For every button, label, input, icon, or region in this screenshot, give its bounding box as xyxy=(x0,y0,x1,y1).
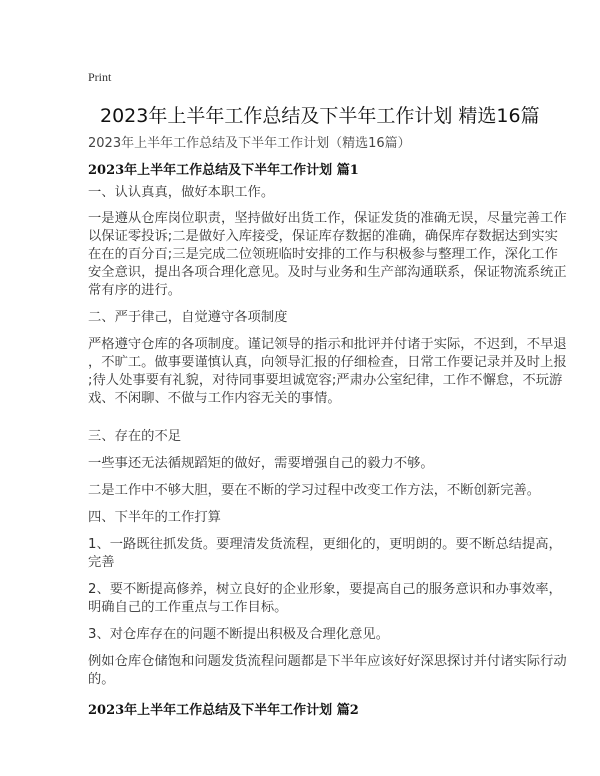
paragraph-line: 在在的百分百;三是完成二位领班临时安排的工作与积极参与整理工作，深化工作 xyxy=(88,247,558,262)
paragraph xyxy=(88,309,287,327)
paragraph-line: 安全意识，提出各项合理化意见。及时与业务和生产部沟通联系，保证物流系统正 xyxy=(88,265,567,280)
section-heading-2: 2023年上半年工作总结及下半年工作计划 篇2 xyxy=(88,703,359,718)
paragraph-line: 1、一路既往抓发货。要理清发货流程，更细化的，更明朗的。要不断总结提高， xyxy=(88,537,562,552)
paragraph-line: 二是工作中不够大胆，要在不断的学习过程中改变工作方法，不断创新完善。 xyxy=(88,483,541,498)
document-title: 2023年上半年工作总结及下半年工作计划 精选16篇 xyxy=(100,105,540,127)
paragraph-line: 一是遵从仓库岗位职责，坚持做好出货工作，保证发货的准确无误，尽量完善工作 xyxy=(88,211,567,226)
print-link[interactable]: Print xyxy=(88,70,112,84)
paragraph xyxy=(88,482,540,500)
paragraph xyxy=(88,536,562,572)
paragraph-line: ;待人处事要有礼貌，对待同事要坦诚宽容;严肃办公室纪律，工作不懈怠，不玩游 xyxy=(88,373,563,388)
section-heading-1: 2023年上半年工作总结及下半年工作计划 篇1 xyxy=(88,163,359,178)
paragraph-line: ，不旷工。做事要谨慎认真，向领导汇报的仔细检查，日常工作要记录并及时上报 xyxy=(88,355,567,370)
paragraph xyxy=(88,336,567,408)
paragraph-line: 例如仓库仓储饱和问题发货流程问题都是下半年应该好好深思探讨并付诸实际行动 xyxy=(88,654,567,669)
paragraph-line: 明确自己的工作重点与工作目标。 xyxy=(88,600,288,615)
paragraph xyxy=(88,184,274,202)
paragraph-line: 完善 xyxy=(88,555,115,570)
paragraph-line: 以保证零投诉;二是做好入库接受，保证库存数据的准确，确保库存数据达到实实 xyxy=(88,229,558,244)
paragraph xyxy=(88,455,434,473)
paragraph xyxy=(88,509,221,527)
paragraph xyxy=(88,653,567,689)
paragraph-line: 常有序的进行。 xyxy=(88,283,182,298)
paragraph xyxy=(88,626,389,644)
paragraph-line: 的。 xyxy=(88,672,115,687)
paragraph xyxy=(88,581,562,617)
paragraph xyxy=(88,428,181,446)
paragraph-line: 戏、不闲聊、不做与工作内容无关的事情。 xyxy=(88,391,341,406)
paragraph-line: 严格遵守仓库的各项制度。谨记领导的指示和批评并付诸于实际，不迟到，不早退 xyxy=(88,337,567,352)
paragraph-line: 四、下半年的工作打算 xyxy=(88,510,221,525)
paragraph-line: 一、认认真真，做好本职工作。 xyxy=(88,185,275,200)
paragraph xyxy=(88,210,567,300)
paragraph-line: 三、存在的不足 xyxy=(88,429,182,444)
paragraph-line: 3、对仓库存在的问题不断提出积极及合理化意见。 xyxy=(88,627,389,642)
paragraph-line: 2、要不断提高修养，树立良好的企业形象，要提高自己的服务意识和办事效率， xyxy=(88,582,562,597)
paragraph-line: 二、严于律己，自觉遵守各项制度 xyxy=(88,310,288,325)
paragraph-line: 一些事还无法循规蹈矩的做好，需要增强自己的毅力不够。 xyxy=(88,456,434,471)
document-subtitle: 2023年上半年工作总结及下半年工作计划（精选16篇） xyxy=(88,136,411,151)
